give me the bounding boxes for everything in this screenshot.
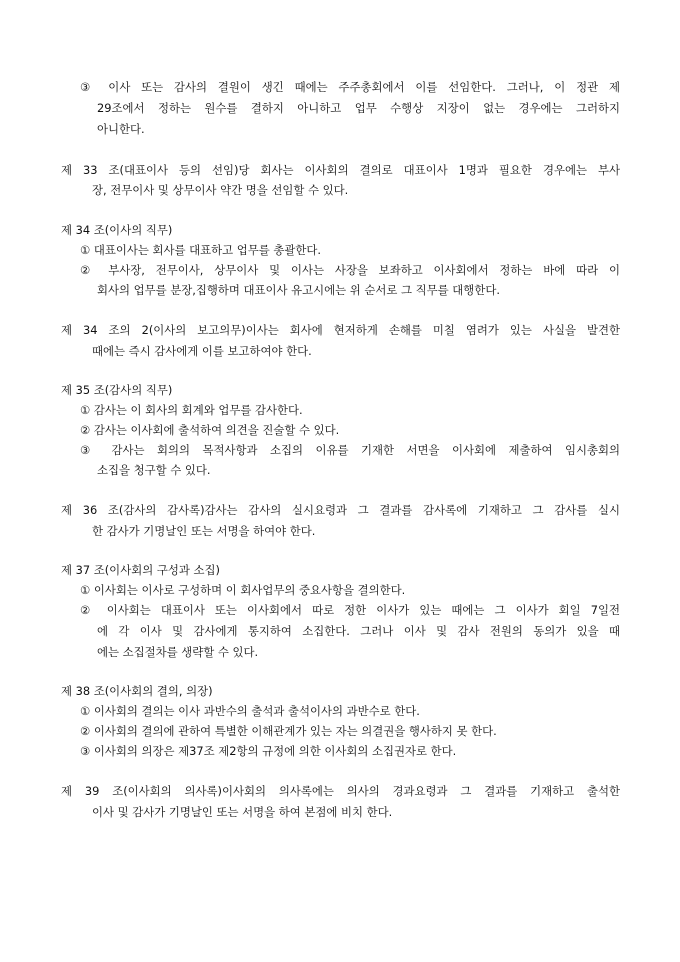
article-35-item-2: ② 감사는 이사회에 출석하여 의견을 진술할 수 있다. <box>80 423 340 437</box>
article-38-item-1: ① 이사회의 결의는 이사 과반수의 출석과 출석이사의 과반수로 한다. <box>80 704 420 718</box>
article-39-line-2: 이사 및 감사가 기명날인 또는 서명을 하여 본점에 비치 한다. <box>92 805 393 819</box>
article-38-heading: 제 38 조(이사회의 결의, 의장) <box>61 684 213 698</box>
article-32-item-3-line-1: ③ 이사 또는 감사의 결원이 생긴 때에는 주주총회에서 이를 선임한다. 그러나, 이 정관 제 <box>80 80 620 94</box>
article-32-item-3-line-2: 29조에서 정하는 원수를 결하지 아니하고 업무 수행상 지장이 없는 경우에는 그러하지 <box>97 101 620 115</box>
article-38-item-3: ③ 이사회의 의장은 제37조 제2항의 규정에 의한 이사회의 소집권자로 한다. <box>80 744 457 758</box>
article-36-line-2: 한 감사가 기명날인 또는 서명을 하여야 한다. <box>92 524 316 538</box>
article-34-item-2-line-2: 회사의 업무를 분장,집행하며 대표이사 유고시에는 위 순서로 그 직무를 대행한다. <box>97 283 500 297</box>
article-34-heading: 제 34 조(이사의 직무) <box>61 223 173 237</box>
article-35-item-3-line-2: 소집을 청구할 수 있다. <box>97 463 211 477</box>
article-34-item-2-line-1: ② 부사장, 전무이사, 상무이사 및 이사는 사장을 보좌하고 이사회에서 정하는 바에 따라 이 <box>80 263 620 277</box>
article-34-item-1: ① 대표이사는 회사를 대표하고 업무를 총괄한다. <box>80 243 322 257</box>
article-37-item-2-line-2: 에 각 이사 및 감사에게 통지하여 소집한다. 그러나 이사 및 감사 전원의 동의가 있을 때 <box>97 624 620 638</box>
article-37-item-1: ① 이사회는 이사로 구성하며 이 회사업무의 중요사항을 결의한다. <box>80 583 406 597</box>
article-37-item-2-line-1: ② 이사회는 대표이사 또는 이사회에서 따로 정한 이사가 있는 때에는 그 이사가 회일 7일전 <box>80 603 620 617</box>
article-34-2-line-2: 때에는 즉시 감사에게 이를 보고하여야 한다. <box>92 344 312 358</box>
article-36-line-1: 제 36 조(감사의 감사록)감사는 감사의 실시요령과 그 결과를 감사록에 기재하고 그 감사를 실시 <box>61 503 620 517</box>
article-37-item-2-line-3: 에는 소집절차를 생략할 수 있다. <box>97 645 259 659</box>
article-35-item-3-line-1: ③ 감사는 회의의 목적사항과 소집의 이유를 기재한 서면을 이사회에 제출하여 임시총회의 <box>80 443 620 457</box>
article-37-heading: 제 37 조(이사회의 구성과 소집) <box>61 563 220 577</box>
article-35-item-1: ① 감사는 이 회사의 회계와 업무를 감사한다. <box>80 403 303 417</box>
article-33-line-1: 제 33 조(대표이사 등의 선임)당 회사는 이사회의 결의로 대표이사 1명과 필요한 경우에는 부사 <box>61 163 620 177</box>
article-35-heading: 제 35 조(감사의 직무) <box>61 383 173 397</box>
article-33-line-2: 장, 전무이사 및 상무이사 약간 명을 선임할 수 있다. <box>92 183 349 197</box>
article-34-2-line-1: 제 34 조의 2(이사의 보고의무)이사는 회사에 현저하게 손해를 미칠 염려가 있는 사실을 발견한 <box>61 323 620 337</box>
article-32-item-3-line-3: 아니한다. <box>97 122 145 136</box>
article-39-line-1: 제 39 조(이사회의 의사록)이사회의 의사록에는 의사의 경과요령과 그 결과를 기재하고 출석한 <box>61 784 620 798</box>
article-38-item-2: ② 이사회의 결의에 관하여 특별한 이해관계가 있는 자는 의결권을 행사하지 못 한다. <box>80 724 497 738</box>
